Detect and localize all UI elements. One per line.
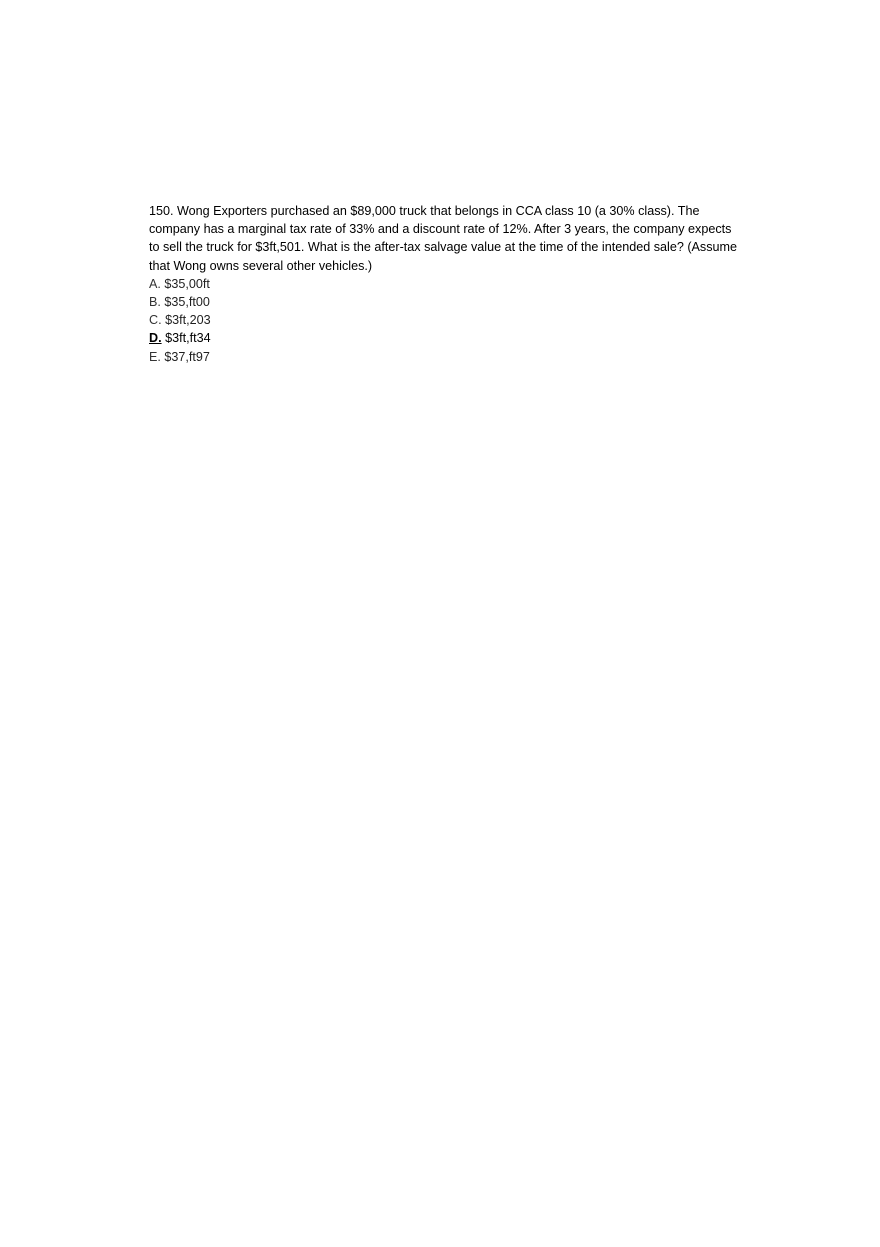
- option-letter: C.: [149, 313, 162, 328]
- option-value: $3ft,203: [165, 313, 211, 328]
- option-value: $35,ft00: [164, 295, 210, 310]
- question-block: [149, 202, 739, 366]
- option-b: [149, 293, 739, 311]
- answer-options: [149, 275, 739, 366]
- option-a: [149, 275, 739, 293]
- option-value: $37,ft97: [164, 349, 210, 364]
- option-value: $35,00ft: [164, 276, 210, 291]
- option-letter: A.: [149, 276, 161, 291]
- option-e: [149, 348, 739, 366]
- question-stem: 150. Wong Exporters purchased an $89,000 truck that belongs in CCA class 10 (a 30% class). The company has a marginal tax rate of 33% and a discount rate of 12%. After 3 years, the company expects to sell the truck for $3ft,501. What is the after-tax salvage value at the time of the intended sale? (Assume that Wong owns several other vehicles.): [149, 204, 738, 273]
- option-letter: E.: [149, 349, 161, 364]
- option-d-correct: [149, 329, 739, 347]
- option-c: [149, 311, 739, 329]
- option-letter: D.: [149, 331, 162, 346]
- option-value: $3ft,ft34: [165, 331, 211, 346]
- option-letter: B.: [149, 295, 161, 310]
